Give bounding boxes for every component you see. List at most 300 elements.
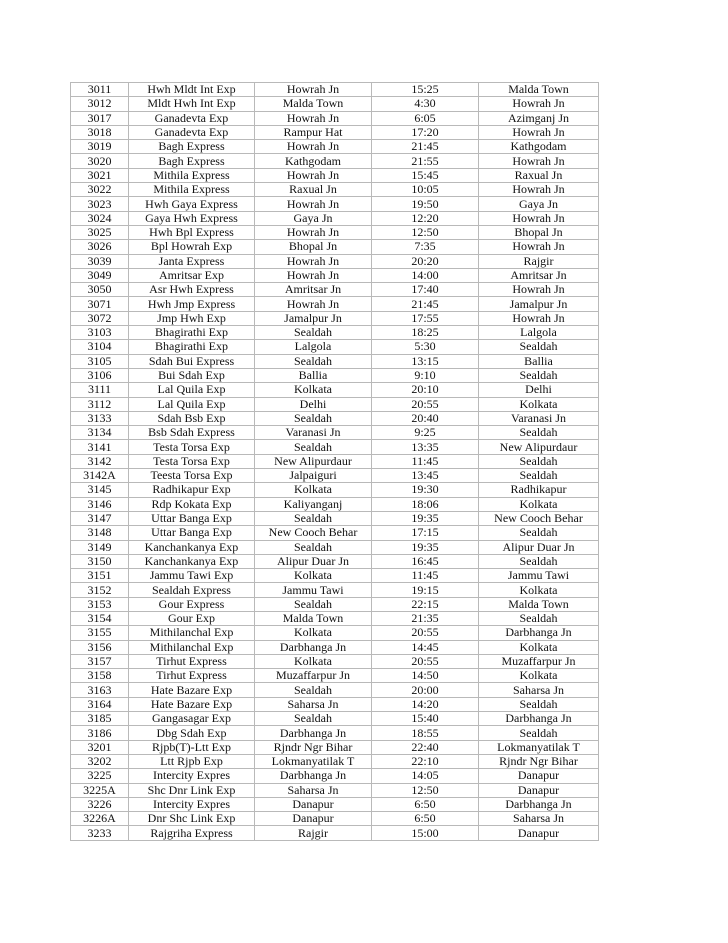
table-row [71,211,599,225]
train-number-cell: 3146 [71,497,129,511]
train-name-cell: Jammu Tawi Exp [129,569,255,583]
origin-station-cell: Howrah Jn [255,197,372,211]
destination-station-cell: Raxual Jn [479,168,599,182]
departure-time-cell: 18:25 [372,326,479,340]
origin-station-cell: Jalpaiguri [255,469,372,483]
departure-time-cell: 22:40 [372,740,479,754]
train-number-cell: 3026 [71,240,129,254]
destination-station-cell: Danapur [479,783,599,797]
table-row [71,812,599,826]
departure-time-cell: 7:35 [372,240,479,254]
destination-station-cell: Sealdah [479,368,599,382]
destination-station-cell: Lalgola [479,326,599,340]
departure-time-cell: 11:45 [372,454,479,468]
table-row [71,583,599,597]
train-number-cell: 3164 [71,697,129,711]
table-row [71,154,599,168]
destination-station-cell: Darbhanga Jn [479,797,599,811]
train-name-cell: Sealdah Express [129,583,255,597]
origin-station-cell: Kathgodam [255,154,372,168]
train-name-cell: Bhagirathi Exp [129,326,255,340]
train-number-cell: 3141 [71,440,129,454]
table-row [71,183,599,197]
table-row [71,640,599,654]
origin-station-cell: Howrah Jn [255,111,372,125]
origin-station-cell: Sealdah [255,440,372,454]
origin-station-cell: Howrah Jn [255,140,372,154]
origin-station-cell: Bhopal Jn [255,240,372,254]
destination-station-cell: Sealdah [479,697,599,711]
train-schedule-table [70,82,599,841]
train-number-cell: 3154 [71,611,129,625]
departure-time-cell: 17:55 [372,311,479,325]
destination-station-cell: Rajgir [479,254,599,268]
table-row [71,740,599,754]
train-name-cell: Janta Express [129,254,255,268]
table-row [71,268,599,282]
destination-station-cell: Howrah Jn [479,283,599,297]
origin-station-cell: Lokmanyatilak T [255,754,372,768]
destination-station-cell: Saharsa Jn [479,683,599,697]
origin-station-cell: Danapur [255,797,372,811]
train-number-cell: 3103 [71,326,129,340]
origin-station-cell: Sealdah [255,411,372,425]
departure-time-cell: 19:30 [372,483,479,497]
departure-time-cell: 20:55 [372,397,479,411]
train-number-cell: 3151 [71,569,129,583]
destination-station-cell: Sealdah [479,554,599,568]
departure-time-cell: 22:10 [372,754,479,768]
table-row [71,654,599,668]
table-row [71,697,599,711]
train-name-cell: Hate Bazare Exp [129,683,255,697]
departure-time-cell: 12:20 [372,211,479,225]
train-name-cell: Mithila Express [129,168,255,182]
train-number-cell: 3145 [71,483,129,497]
departure-time-cell: 14:50 [372,669,479,683]
table-row [71,526,599,540]
table-row [71,97,599,111]
table-row [71,83,599,97]
destination-station-cell: Ballia [479,354,599,368]
train-name-cell: Jmp Hwh Exp [129,311,255,325]
departure-time-cell: 19:15 [372,583,479,597]
train-number-cell: 3111 [71,383,129,397]
table-row [71,483,599,497]
departure-time-cell: 9:25 [372,426,479,440]
destination-station-cell: Alipur Duar Jn [479,540,599,554]
destination-station-cell: Lokmanyatilak T [479,740,599,754]
origin-station-cell: Muzaffarpur Jn [255,669,372,683]
destination-station-cell: Kolkata [479,583,599,597]
origin-station-cell: Howrah Jn [255,168,372,182]
destination-station-cell: New Alipurdaur [479,440,599,454]
table-row [71,140,599,154]
departure-time-cell: 20:00 [372,683,479,697]
origin-station-cell: Howrah Jn [255,83,372,97]
train-name-cell: Intercity Expres [129,797,255,811]
train-number-cell: 3163 [71,683,129,697]
train-number-cell: 3050 [71,283,129,297]
train-name-cell: Bui Sdah Exp [129,368,255,382]
departure-time-cell: 12:50 [372,225,479,239]
train-number-cell: 3011 [71,83,129,97]
table-row [71,197,599,211]
departure-time-cell: 15:45 [372,168,479,182]
train-name-cell: Dbg Sdah Exp [129,726,255,740]
destination-station-cell: Sealdah [479,454,599,468]
departure-time-cell: 21:35 [372,611,479,625]
train-name-cell: Gangasagar Exp [129,712,255,726]
departure-time-cell: 5:30 [372,340,479,354]
destination-station-cell: Sealdah [479,469,599,483]
train-name-cell: Shc Dnr Link Exp [129,783,255,797]
origin-station-cell: Jammu Tawi [255,583,372,597]
table-row [71,669,599,683]
origin-station-cell: Danapur [255,812,372,826]
train-name-cell: Ltt Rjpb Exp [129,754,255,768]
origin-station-cell: Saharsa Jn [255,697,372,711]
table-row [71,168,599,182]
departure-time-cell: 20:40 [372,411,479,425]
train-number-cell: 3142 [71,454,129,468]
train-name-cell: Hwh Mldt Int Exp [129,83,255,97]
train-number-cell: 3152 [71,583,129,597]
destination-station-cell: Kolkata [479,669,599,683]
table-row [71,540,599,554]
origin-station-cell: Amritsar Jn [255,283,372,297]
train-number-cell: 3072 [71,311,129,325]
train-name-cell: Rjpb(T)-Ltt Exp [129,740,255,754]
train-name-cell: Mldt Hwh Int Exp [129,97,255,111]
train-number-cell: 3226 [71,797,129,811]
table-row [71,683,599,697]
train-name-cell: Lal Quila Exp [129,383,255,397]
table-row [71,426,599,440]
train-name-cell: Mithilanchal Exp [129,640,255,654]
table-row [71,254,599,268]
destination-station-cell: Howrah Jn [479,125,599,139]
train-name-cell: Rdp Kokata Exp [129,497,255,511]
origin-station-cell: Delhi [255,397,372,411]
destination-station-cell: Malda Town [479,597,599,611]
departure-time-cell: 13:15 [372,354,479,368]
table-row [71,511,599,525]
table-row [71,469,599,483]
origin-station-cell: Darbhanga Jn [255,769,372,783]
train-name-cell: Uttar Banga Exp [129,511,255,525]
destination-station-cell: New Cooch Behar [479,511,599,525]
table-row [71,225,599,239]
train-number-cell: 3186 [71,726,129,740]
destination-station-cell: Howrah Jn [479,183,599,197]
train-number-cell: 3150 [71,554,129,568]
destination-station-cell: Darbhanga Jn [479,712,599,726]
train-name-cell: Ganadevta Exp [129,111,255,125]
table-row [71,597,599,611]
table-row [71,754,599,768]
destination-station-cell: Azimganj Jn [479,111,599,125]
departure-time-cell: 6:50 [372,812,479,826]
train-number-cell: 3142A [71,469,129,483]
origin-station-cell: Kolkata [255,569,372,583]
destination-station-cell: Saharsa Jn [479,812,599,826]
table-row [71,297,599,311]
train-name-cell: Uttar Banga Exp [129,526,255,540]
train-number-cell: 3202 [71,754,129,768]
table-row [71,712,599,726]
origin-station-cell: Rjndr Ngr Bihar [255,740,372,754]
departure-time-cell: 12:50 [372,783,479,797]
train-number-cell: 3018 [71,125,129,139]
departure-time-cell: 14:20 [372,697,479,711]
destination-station-cell: Rjndr Ngr Bihar [479,754,599,768]
train-name-cell: Hwh Bpl Express [129,225,255,239]
destination-station-cell: Jammu Tawi [479,569,599,583]
table-row [71,411,599,425]
destination-station-cell: Jamalpur Jn [479,297,599,311]
train-name-cell: Teesta Torsa Exp [129,469,255,483]
destination-station-cell: Howrah Jn [479,211,599,225]
train-number-cell: 3020 [71,154,129,168]
train-number-cell: 3225 [71,769,129,783]
origin-station-cell: Malda Town [255,611,372,625]
train-number-cell: 3071 [71,297,129,311]
origin-station-cell: Gaya Jn [255,211,372,225]
destination-station-cell: Kolkata [479,497,599,511]
destination-station-cell: Malda Town [479,83,599,97]
train-number-cell: 3157 [71,654,129,668]
origin-station-cell: Howrah Jn [255,254,372,268]
destination-station-cell: Sealdah [479,726,599,740]
train-number-cell: 3158 [71,669,129,683]
origin-station-cell: Sealdah [255,511,372,525]
destination-station-cell: Varanasi Jn [479,411,599,425]
train-number-cell: 3201 [71,740,129,754]
origin-station-cell: Kolkata [255,626,372,640]
origin-station-cell: Sealdah [255,597,372,611]
train-name-cell: Hate Bazare Exp [129,697,255,711]
train-number-cell: 3233 [71,826,129,840]
train-number-cell: 3148 [71,526,129,540]
departure-time-cell: 15:25 [372,83,479,97]
departure-time-cell: 19:50 [372,197,479,211]
origin-station-cell: Sealdah [255,683,372,697]
train-number-cell: 3025 [71,225,129,239]
train-name-cell: Asr Hwh Express [129,283,255,297]
departure-time-cell: 20:10 [372,383,479,397]
destination-station-cell: Sealdah [479,426,599,440]
origin-station-cell: Rampur Hat [255,125,372,139]
destination-station-cell: Gaya Jn [479,197,599,211]
train-name-cell: Intercity Expres [129,769,255,783]
train-number-cell: 3039 [71,254,129,268]
departure-time-cell: 13:45 [372,469,479,483]
train-number-cell: 3225A [71,783,129,797]
train-number-cell: 3149 [71,540,129,554]
table-row [71,340,599,354]
departure-time-cell: 17:15 [372,526,479,540]
table-row [71,383,599,397]
destination-station-cell: Sealdah [479,340,599,354]
train-schedule-body [71,83,599,841]
table-row [71,354,599,368]
train-name-cell: Hwh Jmp Express [129,297,255,311]
origin-station-cell: Ballia [255,368,372,382]
train-number-cell: 3017 [71,111,129,125]
origin-station-cell: Kaliyanganj [255,497,372,511]
train-name-cell: Bagh Express [129,140,255,154]
train-number-cell: 3023 [71,197,129,211]
destination-station-cell: Howrah Jn [479,154,599,168]
origin-station-cell: Howrah Jn [255,225,372,239]
table-row [71,111,599,125]
train-name-cell: Bhagirathi Exp [129,340,255,354]
train-name-cell: Hwh Gaya Express [129,197,255,211]
destination-station-cell: Howrah Jn [479,240,599,254]
table-row [71,397,599,411]
destination-station-cell: Kolkata [479,397,599,411]
train-number-cell: 3134 [71,426,129,440]
train-name-cell: Bpl Howrah Exp [129,240,255,254]
train-number-cell: 3104 [71,340,129,354]
origin-station-cell: Howrah Jn [255,268,372,282]
train-number-cell: 3106 [71,368,129,382]
origin-station-cell: New Cooch Behar [255,526,372,540]
table-row [71,368,599,382]
table-row [71,440,599,454]
departure-time-cell: 14:00 [372,268,479,282]
table-row [71,797,599,811]
origin-station-cell: New Alipurdaur [255,454,372,468]
origin-station-cell: Kolkata [255,654,372,668]
origin-station-cell: Lalgola [255,340,372,354]
departure-time-cell: 20:20 [372,254,479,268]
train-name-cell: Bagh Express [129,154,255,168]
train-number-cell: 3155 [71,626,129,640]
table-row [71,554,599,568]
train-number-cell: 3022 [71,183,129,197]
train-number-cell: 3024 [71,211,129,225]
departure-time-cell: 21:55 [372,154,479,168]
departure-time-cell: 18:55 [372,726,479,740]
table-row [71,454,599,468]
table-row [71,125,599,139]
departure-time-cell: 16:45 [372,554,479,568]
departure-time-cell: 17:20 [372,125,479,139]
origin-station-cell: Kolkata [255,483,372,497]
departure-time-cell: 14:05 [372,769,479,783]
origin-station-cell: Sealdah [255,326,372,340]
train-number-cell: 3185 [71,712,129,726]
destination-station-cell: Kathgodam [479,140,599,154]
origin-station-cell: Darbhanga Jn [255,640,372,654]
destination-station-cell: Amritsar Jn [479,268,599,282]
origin-station-cell: Darbhanga Jn [255,726,372,740]
table-row [71,626,599,640]
departure-time-cell: 13:35 [372,440,479,454]
table-row [71,826,599,840]
train-name-cell: Bsb Sdah Express [129,426,255,440]
destination-station-cell: Bhopal Jn [479,225,599,239]
departure-time-cell: 10:05 [372,183,479,197]
table-row [71,769,599,783]
origin-station-cell: Rajgir [255,826,372,840]
train-name-cell: Radhikapur Exp [129,483,255,497]
departure-time-cell: 20:55 [372,654,479,668]
origin-station-cell: Saharsa Jn [255,783,372,797]
table-row [71,611,599,625]
train-number-cell: 3049 [71,268,129,282]
departure-time-cell: 15:00 [372,826,479,840]
train-name-cell: Tirhut Express [129,654,255,668]
departure-time-cell: 19:35 [372,540,479,554]
table-row [71,326,599,340]
departure-time-cell: 20:55 [372,626,479,640]
departure-time-cell: 19:35 [372,511,479,525]
train-number-cell: 3105 [71,354,129,368]
departure-time-cell: 15:40 [372,712,479,726]
departure-time-cell: 6:50 [372,797,479,811]
origin-station-cell: Sealdah [255,354,372,368]
train-name-cell: Dnr Shc Link Exp [129,812,255,826]
departure-time-cell: 6:05 [372,111,479,125]
origin-station-cell: Raxual Jn [255,183,372,197]
origin-station-cell: Jamalpur Jn [255,311,372,325]
departure-time-cell: 17:40 [372,283,479,297]
destination-station-cell: Howrah Jn [479,311,599,325]
destination-station-cell: Delhi [479,383,599,397]
destination-station-cell: Danapur [479,826,599,840]
train-name-cell: Mithila Express [129,183,255,197]
table-row [71,311,599,325]
departure-time-cell: 22:15 [372,597,479,611]
destination-station-cell: Muzaffarpur Jn [479,654,599,668]
train-name-cell: Tirhut Express [129,669,255,683]
train-name-cell: Lal Quila Exp [129,397,255,411]
departure-time-cell: 14:45 [372,640,479,654]
train-name-cell: Testa Torsa Exp [129,454,255,468]
train-name-cell: Sdah Bsb Exp [129,411,255,425]
train-number-cell: 3133 [71,411,129,425]
origin-station-cell: Sealdah [255,540,372,554]
origin-station-cell: Kolkata [255,383,372,397]
departure-time-cell: 9:10 [372,368,479,382]
train-number-cell: 3153 [71,597,129,611]
table-row [71,497,599,511]
train-number-cell: 3021 [71,168,129,182]
destination-station-cell: Danapur [479,769,599,783]
train-name-cell: Testa Torsa Exp [129,440,255,454]
departure-time-cell: 21:45 [372,140,479,154]
table-row [71,726,599,740]
destination-station-cell: Kolkata [479,640,599,654]
origin-station-cell: Varanasi Jn [255,426,372,440]
destination-station-cell: Howrah Jn [479,97,599,111]
train-name-cell: Gour Express [129,597,255,611]
origin-station-cell: Malda Town [255,97,372,111]
train-name-cell: Ganadevta Exp [129,125,255,139]
train-number-cell: 3156 [71,640,129,654]
origin-station-cell: Alipur Duar Jn [255,554,372,568]
table-row [71,240,599,254]
train-number-cell: 3147 [71,511,129,525]
origin-station-cell: Howrah Jn [255,297,372,311]
table-row [71,569,599,583]
train-name-cell: Mithilanchal Exp [129,626,255,640]
train-name-cell: Kanchankanya Exp [129,540,255,554]
departure-time-cell: 21:45 [372,297,479,311]
